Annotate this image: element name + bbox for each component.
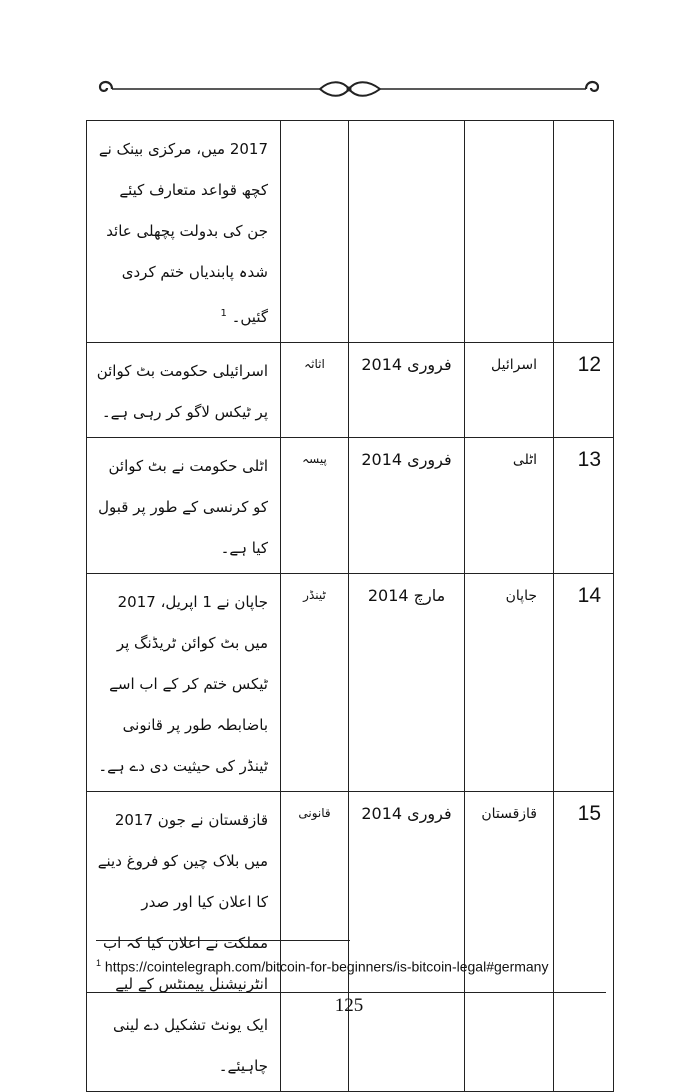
table-row [87, 574, 614, 792]
date-cell [349, 121, 465, 343]
date-text [349, 121, 464, 133]
date-cell [349, 792, 465, 1092]
country-text: اسرائیل [491, 357, 537, 373]
date-text: فروری 2014 [361, 355, 452, 374]
row-number: 13 [577, 448, 601, 471]
country-cell [465, 574, 554, 792]
description-cell [87, 574, 281, 792]
country-cell [465, 792, 554, 1092]
row-number: 14 [577, 584, 601, 607]
date-cell [349, 574, 465, 792]
status-cell [281, 574, 349, 792]
number-cell [554, 574, 614, 792]
description-text: 2017 میں، مرکزی بینک نے کچھ قواعد متعارف کیئے جن کی بدولت پچھلی عائد شدہ پابندیاں ختم کردی گئیں۔ [98, 140, 268, 326]
footnote-reference: 1 [220, 308, 227, 319]
country-cell [465, 343, 554, 438]
country-regulation-table [86, 120, 614, 1092]
country-cell [465, 121, 554, 343]
number-cell [554, 438, 614, 574]
footnote-marker: 1 [96, 958, 102, 968]
footnote-url: https://cointelegraph.com/bitcoin-for-beginners/is-bitcoin-legal#germany [104, 958, 549, 975]
date-text: فروری 2014 [361, 450, 452, 469]
status-cell [281, 121, 349, 343]
description-cell [87, 343, 281, 438]
description-text: اٹلی حکومت نے بٹ کوائن کو کرنسی کے طور پر قبول کیا ہے۔ [98, 457, 268, 557]
country-cell [465, 438, 554, 574]
country-text: قازقستان [481, 806, 537, 822]
footnote [96, 953, 596, 977]
country-text [465, 121, 553, 135]
status-text: ٹینڈر [303, 588, 326, 602]
number-cell [554, 343, 614, 438]
ornament-divider-icon [92, 76, 606, 102]
status-text: اثاثہ [304, 357, 325, 371]
status-text: قانونی [298, 806, 331, 820]
table-row [87, 343, 614, 438]
footnote-separator [96, 940, 350, 941]
page-number: 125 [334, 995, 364, 1016]
row-number [554, 121, 613, 131]
description-cell [87, 792, 281, 1092]
date-text: مارچ 2014 [367, 586, 446, 605]
row-number: 12 [577, 353, 601, 376]
number-cell [554, 121, 614, 343]
number-cell [554, 792, 614, 1092]
description-cell [87, 438, 281, 574]
table-row [87, 792, 614, 1092]
description-cell [87, 121, 281, 343]
table-row [87, 121, 614, 343]
date-text: فروری 2014 [361, 804, 452, 823]
date-cell [349, 438, 465, 574]
country-text: اٹلی [512, 452, 537, 468]
status-text [281, 121, 348, 135]
status-cell [281, 792, 349, 1092]
status-cell [281, 438, 349, 574]
status-cell [281, 343, 349, 438]
description-text: قازقستان نے جون 2017 میں بلاک چین کو فروغ دینے کا اعلان کیا اور صدر مملکت نے اعلان کیا کہ اب انٹرنیشنل پیمنٹس کے لیے ایک یونٹ تشکیل دے لینی چاہیئے۔ [97, 811, 268, 1075]
description-text: اسرائیلی حکومت بٹ کوائن پر ٹیکس لاگو کر رہی ہے۔ [96, 362, 268, 421]
page-bottom-rule [86, 992, 606, 993]
row-number: 15 [577, 802, 601, 825]
status-text: پیسہ [302, 452, 327, 466]
description-text: جاپان نے 1 اپریل، 2017 میں بٹ کوائن ٹریڈنگ پر ٹیکس ختم کر کے اب اسے باضابطہ طور پر قانونی ٹینڈر کی حیثیت دی دے ہے۔ [98, 593, 268, 775]
table-row [87, 438, 614, 574]
date-cell [349, 343, 465, 438]
country-text: جاپان [505, 588, 537, 604]
